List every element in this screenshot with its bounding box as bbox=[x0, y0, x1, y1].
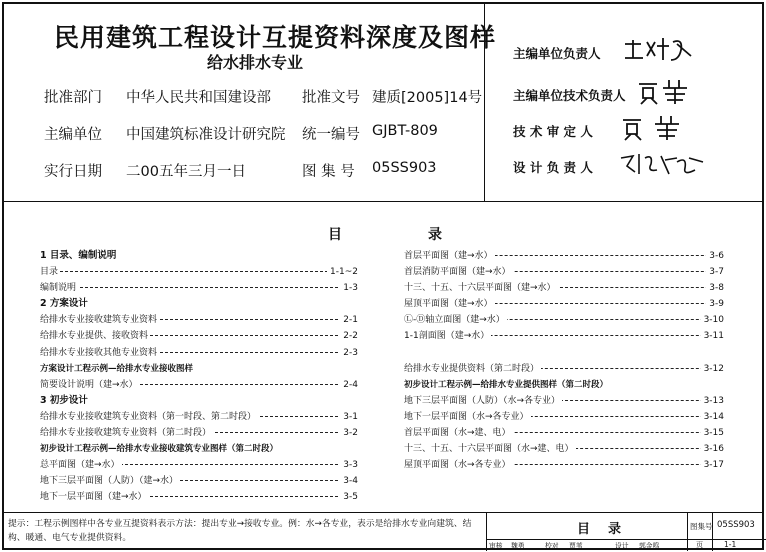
toc-entry-label: 编制说明 bbox=[40, 283, 77, 294]
audit-cell: 审核 bbox=[489, 542, 503, 550]
toc-entry bbox=[40, 345, 358, 361]
toc-entry bbox=[40, 328, 358, 344]
toc-entry-page: 1-3 bbox=[340, 280, 358, 296]
toc-entry-label: 地下一层平面图（水→各专业） bbox=[404, 411, 529, 422]
meta-label: 统一编号 bbox=[302, 127, 360, 143]
toc-entry bbox=[40, 425, 358, 441]
toc-entry bbox=[404, 296, 724, 312]
toc-entry bbox=[40, 457, 358, 473]
audit-cell: 郭金鸣 bbox=[639, 542, 660, 550]
toc-entry-page: 2-2 bbox=[340, 328, 358, 344]
toc-title-right: 录 bbox=[428, 227, 442, 243]
meta-label: 图 集 号 bbox=[302, 164, 355, 180]
meta-value: 二00五年三月一日 bbox=[126, 164, 246, 180]
document-subtitle: 给水排水专业 bbox=[207, 53, 304, 72]
signature-role: 主编单位负责人 bbox=[513, 46, 601, 61]
toc-entry-label: 十三、十五、十六层平面图（建→水） bbox=[404, 283, 556, 294]
toc-entry-label: 1-1剖面图（建→水） bbox=[404, 331, 490, 342]
audit-cell: 校对 bbox=[545, 542, 559, 550]
toc-entry-page: 3-8 bbox=[706, 280, 724, 296]
toc-entry-page: 2-3 bbox=[340, 345, 358, 361]
toc-entry-label: Ⓛ-Ⓓ轴立面图（建→水） bbox=[404, 315, 505, 326]
atlas-value: 05SS903 bbox=[717, 520, 755, 530]
toc-entry-label: 地下一层平面图（建→水） bbox=[40, 492, 147, 503]
toc-entry-page: 3-10 bbox=[701, 312, 724, 328]
toc-entry bbox=[404, 264, 724, 280]
toc-right-column bbox=[404, 248, 724, 473]
signature-row bbox=[513, 122, 593, 140]
toc-entry-label: 给排水专业接收建筑专业资料 bbox=[40, 315, 158, 326]
toc-entry-label: 地下三层平面图（人防）（水→各专业） bbox=[404, 395, 561, 406]
document-title: 民用建筑工程设计互提资料深度及图样 bbox=[54, 23, 497, 52]
toc-entry-label: 给排水专业提供、接收资料 bbox=[40, 331, 149, 342]
meta-value: GJBT-809 bbox=[372, 123, 438, 139]
toc-entry-label: 给排水专业提供资料（第二时段） bbox=[404, 363, 540, 374]
leader-line bbox=[40, 271, 358, 272]
toc-entry bbox=[404, 393, 724, 409]
toc-entry-page: 3-17 bbox=[701, 457, 724, 473]
toc-entry bbox=[404, 328, 724, 344]
header-divider bbox=[2, 201, 764, 202]
toc-entry bbox=[40, 312, 358, 328]
page-label: 页 bbox=[696, 541, 703, 549]
toc-entry-page: 3-16 bbox=[701, 441, 724, 457]
toc-entry-page: 1-1~2 bbox=[327, 264, 358, 280]
toc-title-left: 目 bbox=[328, 227, 342, 243]
handwritten-signature bbox=[621, 112, 701, 142]
handwritten-signature bbox=[617, 148, 707, 178]
leader-line bbox=[40, 287, 358, 288]
title-block bbox=[486, 513, 766, 551]
handwritten-signature bbox=[621, 34, 701, 64]
toc-entry bbox=[404, 457, 724, 473]
toc-entry-label: 十三、十五、十六层平面图（水→建、电） bbox=[404, 444, 574, 455]
toc-entry-page: 2-4 bbox=[340, 377, 358, 393]
toc-entry-label: 给排水专业接收建筑专业资料（第二时段） bbox=[40, 428, 212, 439]
toc-entry bbox=[404, 248, 724, 264]
toc-entry-page: 3-4 bbox=[340, 473, 358, 489]
toc-subsection-heading: 初步设计工程示例—给排水专业接收建筑专业图样（第二时段） bbox=[40, 444, 279, 455]
toc-entry bbox=[404, 361, 724, 377]
audit-cell: 设计 bbox=[615, 542, 629, 550]
toc-entry-page: 3-3 bbox=[340, 457, 358, 473]
toc-entry-page: 2-1 bbox=[340, 312, 358, 328]
toc-entry-page: 3-15 bbox=[701, 425, 724, 441]
toc-entry bbox=[404, 441, 724, 457]
toc-entry-page: 3-13 bbox=[701, 393, 724, 409]
meta-value: 建质[2005]14号 bbox=[372, 90, 483, 106]
audit-cell: 魏勇 bbox=[511, 542, 525, 550]
toc-entry-label: 首层消防平面图（建→水） bbox=[404, 267, 511, 278]
toc-entry-page: 3-9 bbox=[706, 296, 724, 312]
toc-entry-label: 首层平面图（建→水） bbox=[404, 251, 493, 261]
toc-entry-label: 给排水专业接收其他专业资料 bbox=[40, 347, 158, 358]
toc-entry-page: 3-14 bbox=[701, 409, 724, 425]
toc-entry-page: 3-11 bbox=[701, 328, 724, 344]
signature-row bbox=[513, 44, 601, 62]
header-signatures bbox=[484, 2, 764, 202]
signature-role: 主编单位技术负责人 bbox=[513, 88, 626, 103]
toc-entry-page: 3-6 bbox=[706, 248, 724, 264]
toc-entry bbox=[404, 425, 724, 441]
toc-entry-label: 给排水专业接收建筑专业资料（第一时段、第二时段） bbox=[40, 411, 257, 422]
toc-entry-label: 目录 bbox=[40, 267, 59, 278]
meta-value: 中华人民共和国建设部 bbox=[126, 90, 271, 106]
toc-entry bbox=[40, 264, 358, 280]
header-left bbox=[2, 2, 497, 202]
toc-entry-label: 首层平面图（水→建、电） bbox=[404, 428, 511, 439]
toc-entry bbox=[404, 280, 724, 296]
toc-entry-page: 3-12 bbox=[701, 361, 724, 377]
toc-subsection-heading: 初步设计工程示例—给排水专业提供图样（第二时段） bbox=[404, 379, 609, 390]
toc-section-heading: 1 目录、编制说明 bbox=[40, 250, 117, 261]
toc-entry-page: 3-5 bbox=[340, 489, 358, 505]
meta-value: 中国建筑标准设计研究院 bbox=[126, 127, 286, 143]
meta-label: 主编单位 bbox=[44, 127, 102, 143]
toc-entry bbox=[40, 489, 358, 505]
toc-entry bbox=[40, 377, 358, 393]
atlas-label: 图集号 bbox=[690, 522, 713, 531]
meta-label: 批准文号 bbox=[302, 90, 360, 106]
toc-entry-label: 简要设计说明（建→水） bbox=[40, 379, 138, 390]
signature-role: 设 计 负 责 人 bbox=[513, 160, 593, 175]
meta-label: 批准部门 bbox=[44, 90, 102, 106]
toc-entry-page: 3-2 bbox=[340, 425, 358, 441]
toc-entry bbox=[40, 409, 358, 425]
toc-entry bbox=[404, 409, 724, 425]
toc-entry bbox=[40, 473, 358, 489]
toc-entry-label: 屋顶平面图（水→各专业） bbox=[404, 460, 511, 471]
page-value: 1-1 bbox=[724, 540, 737, 549]
title-block-divider bbox=[687, 513, 688, 551]
meta-label: 实行日期 bbox=[44, 164, 102, 180]
handwritten-signature bbox=[637, 76, 717, 106]
signature-row bbox=[513, 158, 593, 176]
toc-entry bbox=[404, 312, 724, 328]
toc-spacer bbox=[404, 345, 724, 361]
toc-entry-label: 地下三层平面图（人防）（建→水） bbox=[40, 476, 179, 487]
signature-row bbox=[513, 86, 626, 104]
toc-entry-page: 3-7 bbox=[706, 264, 724, 280]
toc-entry bbox=[40, 280, 358, 296]
toc-left-column bbox=[40, 248, 358, 506]
title-block-divider bbox=[712, 513, 713, 551]
toc-entry-label: 总平面图（建→水） bbox=[40, 460, 120, 471]
toc-section-heading: 3 初步设计 bbox=[40, 394, 88, 406]
toc-subsection-heading: 方案设计工程示例—给排水专业接收图样 bbox=[40, 363, 194, 374]
footer bbox=[2, 512, 764, 550]
signature-role: 技 术 审 定 人 bbox=[513, 124, 593, 139]
toc-entry-label: 屋顶平面图（建→水） bbox=[404, 299, 493, 310]
title-block-title: 目录 bbox=[577, 522, 640, 537]
footer-note: 提示：工程示例图样中各专业互提资料表示方法：提出专业→接收专业。例：水→各专业，表示是给排水专业向建筑、结构、暖通、电气专业提供资料。 bbox=[8, 519, 472, 543]
meta-value: 05SS903 bbox=[372, 160, 437, 176]
toc-entry-page: 3-1 bbox=[340, 409, 358, 425]
audit-cell: 贾苇 bbox=[569, 542, 583, 550]
toc-section-heading: 2 方案设计 bbox=[40, 298, 88, 310]
